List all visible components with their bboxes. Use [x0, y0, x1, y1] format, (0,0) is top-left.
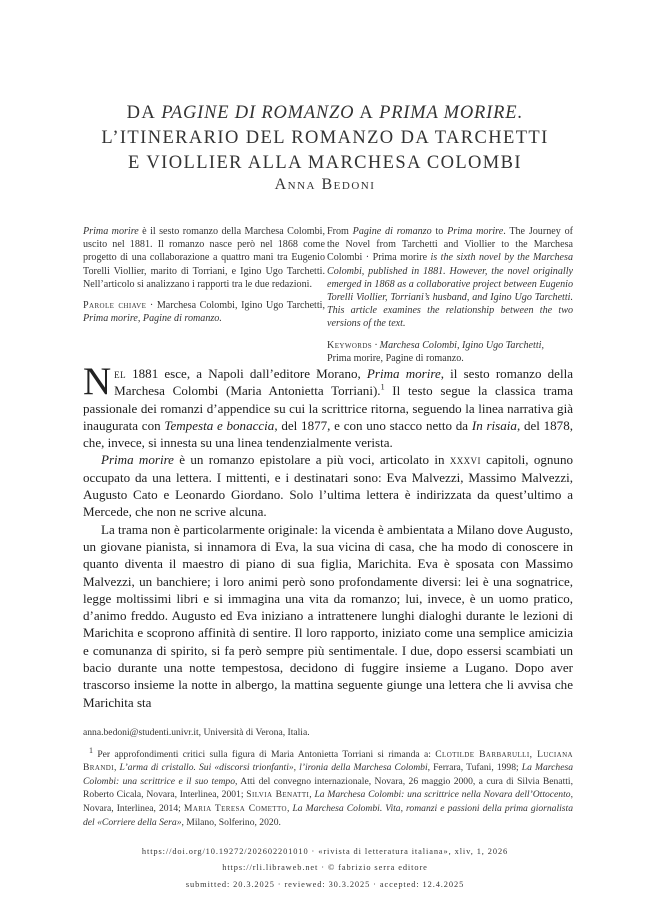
title-fragment: DA: [126, 103, 162, 123]
abstract-fragment-italic: Prima morire: [447, 226, 504, 237]
footnote-author: Maria Teresa Cometto: [183, 802, 287, 814]
body-fragment-italic: Prima morire: [101, 452, 174, 468]
abstract-fragment: to: [431, 226, 448, 237]
body-paragraph-2: [83, 451, 573, 520]
body-fragment-smallcaps: xxxvi: [449, 452, 481, 468]
keywords-text-italic: Prima morire, Pagine di romanzo.: [83, 313, 222, 325]
body-fragment: 1881 esce, a Napoli dall’editore Morano,: [125, 366, 367, 381]
footnote-fragment: ,: [113, 762, 120, 774]
body-fragment: , del 1877, e con uno stacco netto da: [274, 417, 472, 433]
footnotes: [83, 726, 573, 829]
footnote-fragment: , Milano, Solferino, 2020.: [181, 816, 281, 828]
keywords-label: Parole chiave: [83, 300, 147, 312]
abstract-english: [327, 225, 573, 365]
title-fragment: .: [517, 103, 524, 123]
body-fragment-italic: Prima morire: [366, 366, 441, 381]
body-paragraph-3: La trama non è particolarmente originale: la vicenda è ambientata a Milano dove Augusto, un giovane pianista, si innamora di Eva, la sua vicina di casa, che ha modo di conoscere in quanto diventa il maestro di piano di sua figlia, Marichita. Eva è sposata con Massimo Malvezzi, un banchiere; i loro animi però sono profondamente diversi: lei è una sognatrice, legge moltissimi libri e si immagina una vita da romanzo; lui, invece, è un uomo pratico, d’animo freddo. Augusto ed Eva iniziano a intrattenere lunghi dialoghi durante le lezioni di Marichita e scoprono affinità di sentire. Il loro rapporto, iniziato come una semplice amicizia e comunanza di spirito, si fa però sempre più sentimentale. I due, dopo essersi scambiati un bacio durante una notte tempestosa, decidono di fuggire insieme a Lugano. Dopo aver trascorso insieme la notte in albergo, la mattina seguente giunge una lettera che li avvisa che Marichita sta: [83, 521, 573, 710]
body-fragment: capitoli, ognuno occupato da una lettera. I mittenti, e i destinatari sono: Eva Malvezzi, Massimo Malvezzi, Augusto Cato e Leonardo Giordano. Solo l’ultima lettera è indirizzata da quest’ultimo a Mercede, che non ne scrive alcuna.: [83, 452, 573, 520]
body-fragment: Il testo segue la classica trama passionale dei romanzi d’appendice su cui la scrittrice ritorna, seguendo la linea narrativa già inaugurata con: [83, 383, 573, 433]
abstract-fragment-italic: is the sixth novel by the Marchesa Colombi, published in 1881. However, the novel originally emerged in 1868 as a collaborative project between Eugenio Torelli Viollier, Torriani’s husband, and Igino Ugo Tarchetti. This article examines the relationship between the two versions of the text.: [327, 252, 574, 330]
title-fragment-italic: PRIMA MORIRE: [379, 103, 518, 123]
body-fragment-italic: Tempesta e bonaccia: [164, 417, 275, 433]
keywords-text-italic: · Marchesa Colombi, Igino Ugo Tarchetti,: [372, 339, 544, 351]
footnote-ref[interactable]: 1: [380, 382, 385, 392]
abstract-fragment-italic: Prima morire: [83, 226, 139, 237]
keywords-text: · Marchesa Colombi, Igino Ugo Tarchetti,: [146, 300, 325, 312]
body-fragment: el: [114, 366, 126, 381]
body-fragment: è un romanzo epistolare a più voci, articolato in: [173, 452, 450, 468]
footnote-author: Clotilde Barbarulli, Luciana Brandi: [83, 748, 573, 774]
abstract-fragment: è il sesto romanzo della Marchesa Colombi, uscito nel 1881. Il romanzo nasce però nel 1868 come progetto di una collaborazione a quattro mani tra Eugenio Torelli Viollier, marito di Torriani, e Igino Ugo Tarchetti. Nell’articolo si analizzano i rapporti tra le due redazioni.: [83, 226, 325, 290]
title-fragment: A: [354, 103, 380, 123]
footnote-1: [83, 745, 574, 830]
article-body: [83, 360, 573, 711]
abstract-english-text: [327, 225, 573, 331]
abstract-fragment-italic: Pagine di romanzo: [352, 226, 432, 237]
footnote-fragment: ,: [286, 802, 293, 814]
footnote-fragment-italic: La Marchesa Colombi: una scrittrice nella Novara dell’Ottocento: [314, 789, 571, 801]
footnote-author: Silvia Benatti: [246, 789, 310, 801]
author-name: Anna Bedoni: [274, 176, 376, 193]
title-line-1: [60, 101, 590, 126]
footnote-fragment: ,: [309, 789, 315, 801]
title-line-2: L’ITINERARIO DEL ROMANZO DA TARCHETTI: [101, 128, 549, 148]
footnote-fragment-italic: La Marchesa Colombi: una scrittrice e il suo tempo: [83, 762, 573, 787]
title-line-3: E VIOLLIER ALLA MARCHESA COLOMBI: [128, 153, 522, 173]
abstract-fragment: From: [327, 226, 353, 237]
keywords-label: Keywords: [327, 339, 373, 351]
abstract-fragment: . The Journey of the Novel from Tarchetti and Viollier to the Marchesa Colombi ·: [327, 226, 573, 264]
footnote-number: 1: [89, 745, 93, 755]
footnote-fragment: , Novara, Interlinea, 2014;: [83, 789, 573, 814]
keywords-text: Prima morire, Pagine di romanzo.: [327, 352, 464, 364]
footer-site[interactable]: https://rli.libraweb.net · © fabrizio serra editore: [222, 863, 428, 872]
abstract-italian: [83, 225, 325, 325]
body-fragment-italic: In risaia: [471, 417, 517, 433]
title-fragment-italic: PAGINE DI ROMANZO: [161, 103, 355, 123]
author-affiliation: anna.bedoni@studenti.univr.it, Università di Verona, Italia.: [83, 727, 310, 738]
footnote-fragment: , Ferrara, Tufani, 1998;: [427, 762, 522, 774]
footnote-fragment-italic: La Marchesa Colombi. Vita, romanzi e passioni della prima giornalista del «Corriere della Sera»: [83, 802, 574, 828]
footer-dates: submitted: 20.3.2025 · reviewed: 30.3.2025 · accepted: 12.4.2025: [185, 880, 465, 889]
body-paragraph-1: [83, 360, 573, 451]
footnote-fragment-italic: L’arma di cristallo. Sui «discorsi trionfanti», l’ironia della Marchesa Colombi: [119, 762, 428, 774]
footnote-fragment: , Atti del convegno internazionale, Novara, 26 maggio 2000, a cura di Silvia Benatti, Roberto Cicala, Novara, Interlinea, 2001;: [83, 775, 573, 801]
keywords-italian: [83, 299, 325, 325]
keywords-english: [327, 339, 573, 365]
abstract-fragment: Prima morire: [372, 252, 428, 264]
footer-doi[interactable]: https://doi.org/10.19272/202602201010 · «rivista di letteratura italiana», xliv, 1, 2026: [141, 847, 509, 856]
body-fragment: , il sesto romanzo della Marchesa Colombi (Maria Antonietta Torriani).: [114, 366, 573, 399]
body-fragment: , del 1878, che, invece, si innesta su una linea tendenzialmente verista.: [83, 417, 573, 451]
drop-cap: N: [83, 360, 112, 403]
article-title: [60, 101, 590, 176]
abstract-italian-text: [83, 225, 325, 291]
footnote-fragment: Per approfondimenti critici sulla figura di Maria Antonietta Torriani si rimanda a:: [93, 748, 436, 760]
